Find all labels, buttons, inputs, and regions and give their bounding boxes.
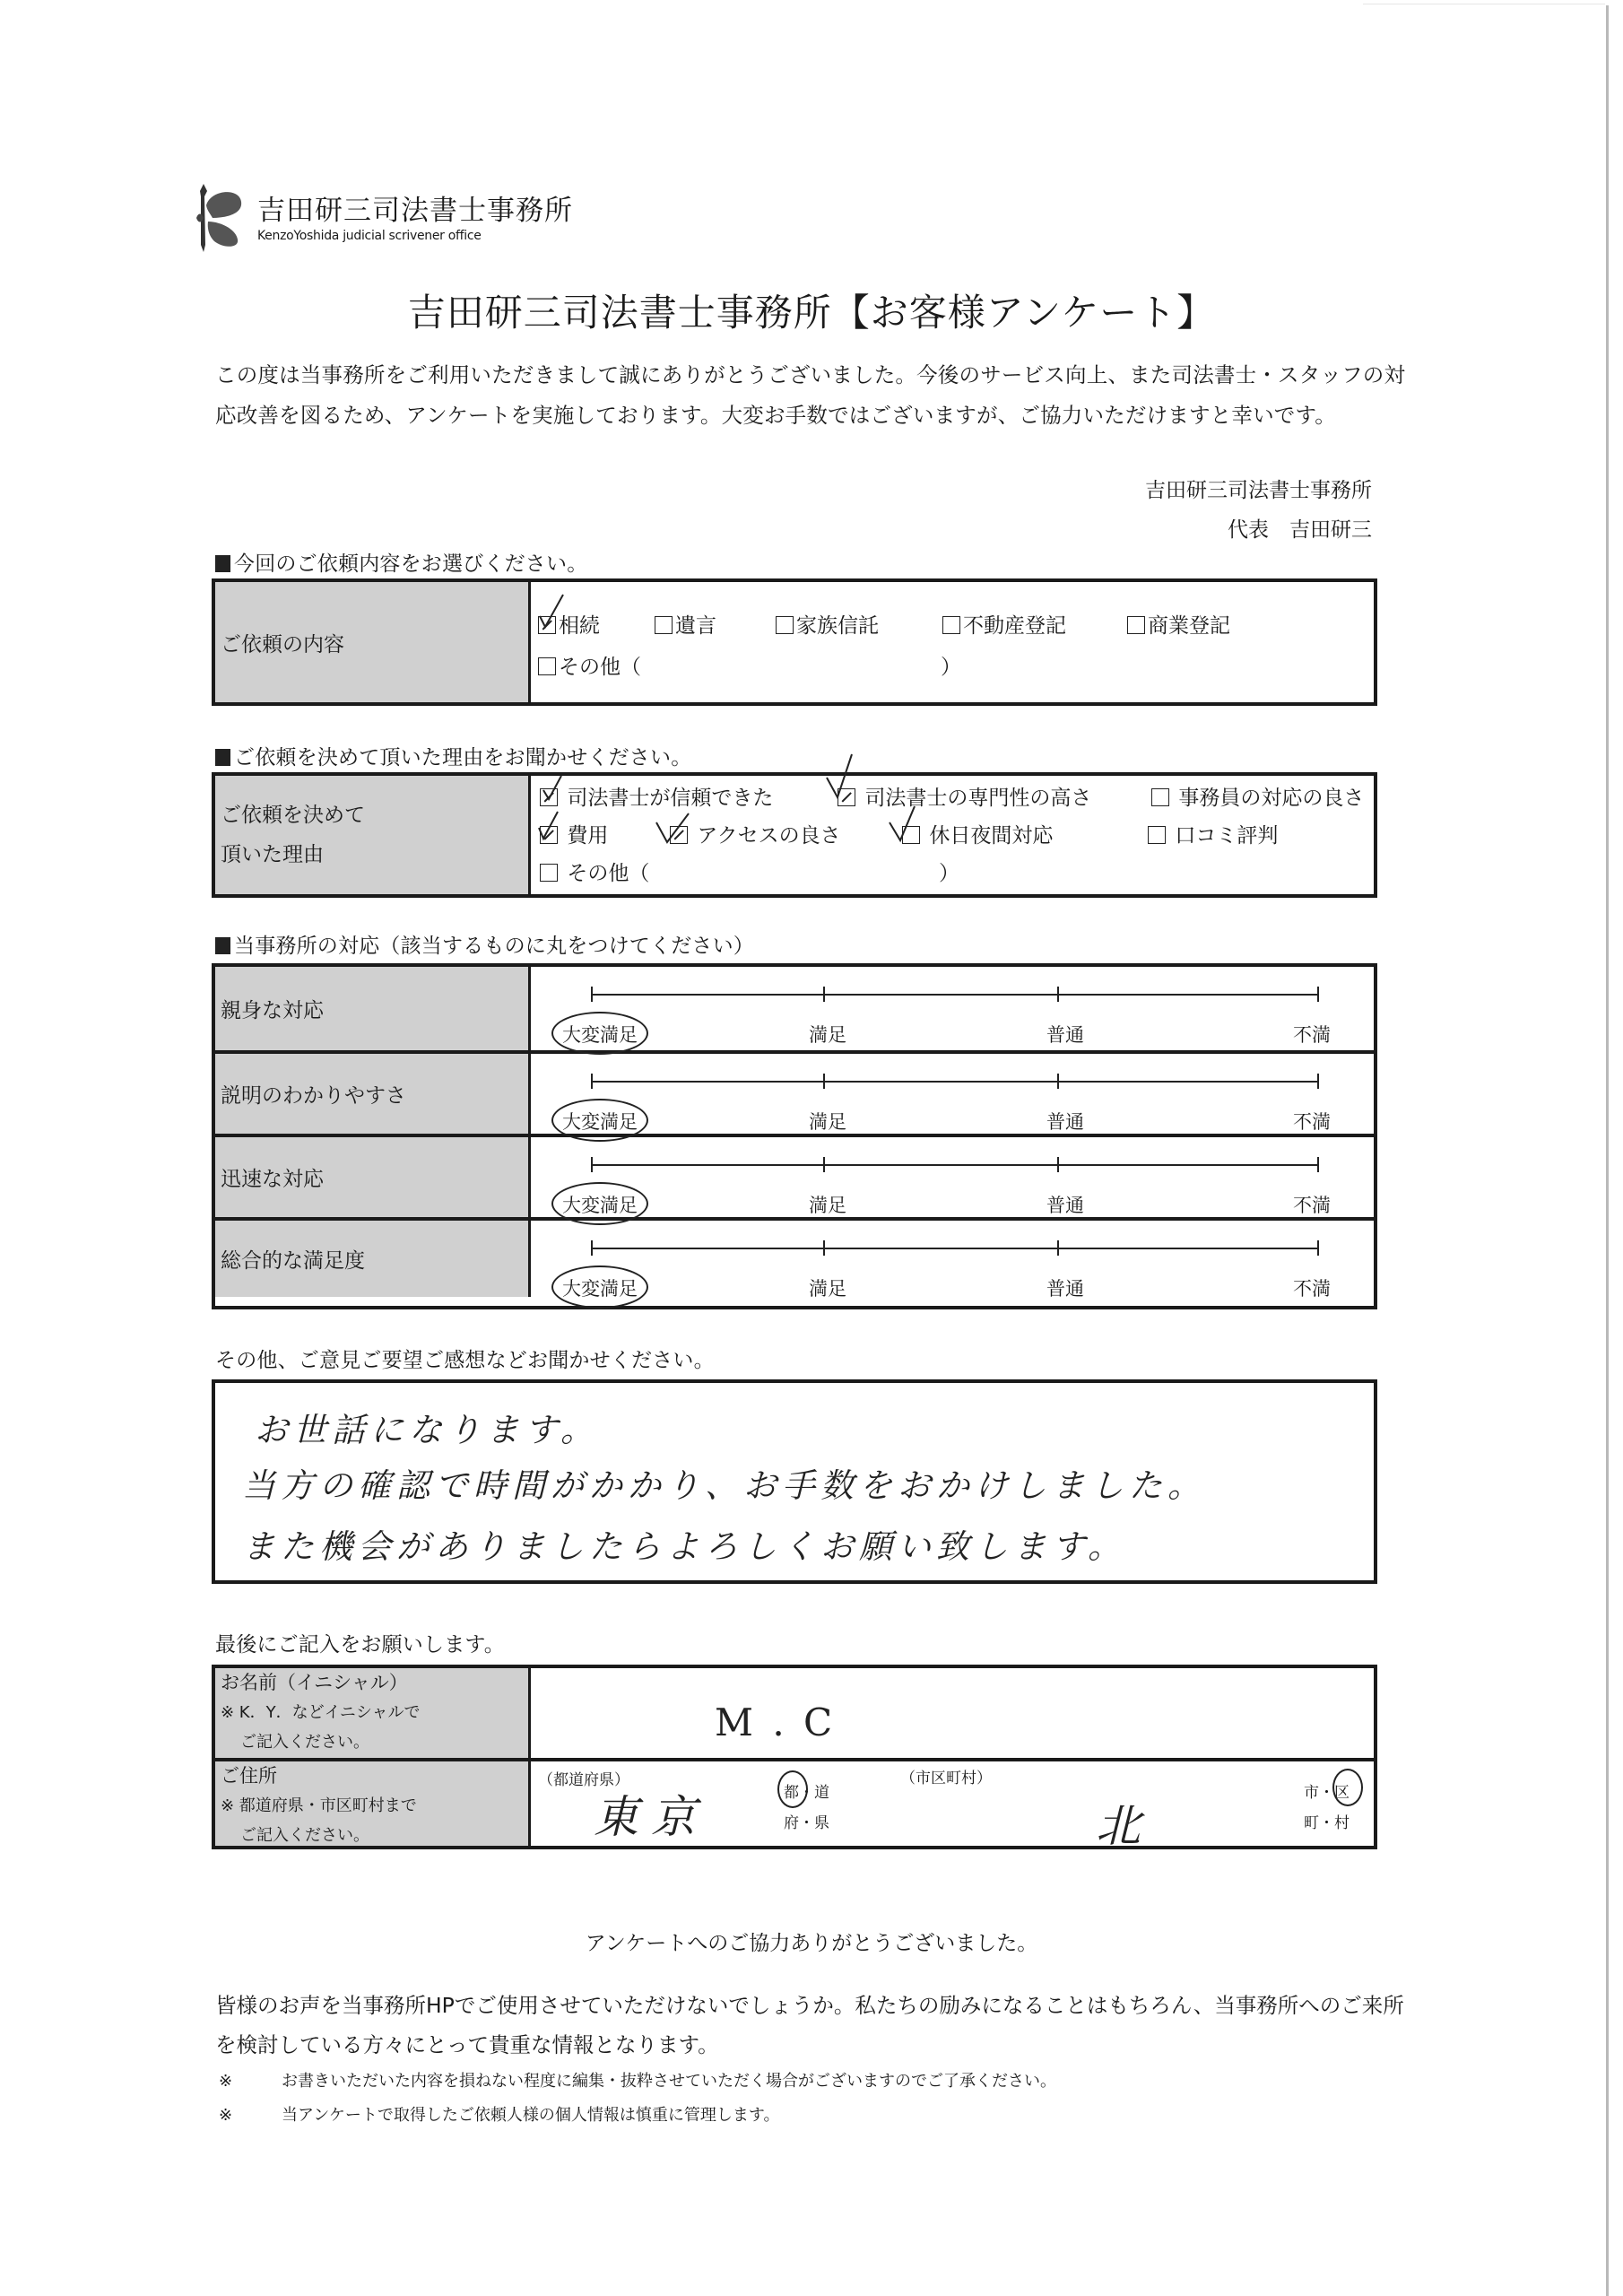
scale-option[interactable]: 満足 xyxy=(809,1195,846,1216)
option-commercial-registration[interactable] xyxy=(1127,609,1230,639)
name-note: ※ K．Y．などイニシャルで xyxy=(221,1703,421,1722)
scale-tick xyxy=(1317,987,1319,1002)
option-label: 家族信託 xyxy=(796,614,879,638)
name-label-cell xyxy=(215,1668,531,1758)
name-row xyxy=(215,1668,1374,1758)
option-label: 遺言 xyxy=(675,614,716,638)
option-label: 司法書士が信頼できた xyxy=(567,787,774,810)
option-access[interactable] xyxy=(670,819,841,848)
checkbox-icon[interactable] xyxy=(540,864,558,882)
checkbox-checked-icon[interactable] xyxy=(538,616,556,634)
rating-item-label: 迅速な対応 xyxy=(215,1137,531,1217)
scale-option[interactable]: 満足 xyxy=(809,1024,846,1046)
signature-office: 吉田研三司法書士事務所 xyxy=(1145,479,1372,502)
other-close-paren: ） xyxy=(939,862,959,885)
scale-tick xyxy=(823,1157,825,1172)
pref-suffix-option[interactable]: 府 xyxy=(784,1814,799,1832)
checkbox-checked-icon[interactable] xyxy=(540,826,558,844)
reason-label-line2: 頂いた理由 xyxy=(221,843,324,866)
option-label: 口コミ評判 xyxy=(1175,824,1279,848)
option-label: その他（ xyxy=(559,656,641,679)
other-close-paren: ） xyxy=(941,656,961,679)
checkbox-checked-icon[interactable] xyxy=(838,788,855,806)
thanks-message: アンケートへのご協力ありがとうございました。 xyxy=(585,1932,1038,1955)
section1-heading xyxy=(215,547,587,577)
address-label-cell xyxy=(215,1761,531,1846)
option-label: 商業登記 xyxy=(1148,614,1230,638)
city-suffix-option[interactable]: 村 xyxy=(1334,1814,1350,1832)
scale-option[interactable]: 不満 xyxy=(1293,1195,1331,1216)
scale-option[interactable]: 普通 xyxy=(1046,1111,1084,1133)
scale-tick xyxy=(591,1074,593,1089)
rating-item-label: 親身な対応 xyxy=(215,967,531,1050)
rating-scale xyxy=(531,967,1374,1050)
comment-box[interactable] xyxy=(212,1379,1377,1584)
logo-office-name: 吉田研三司法書士事務所 xyxy=(257,195,573,227)
section4-heading-text: その他、ご意見ご要望ご感想などお聞かせください。 xyxy=(215,1349,715,1372)
rating-row xyxy=(215,1217,1374,1300)
scale-tick xyxy=(1057,1157,1059,1172)
option-fee[interactable] xyxy=(540,819,608,848)
scale-tick xyxy=(1057,1074,1059,1089)
contact-table xyxy=(212,1665,1377,1852)
section2-heading-text: ご依頼を決めて頂いた理由をお聞かせください。 xyxy=(234,746,692,770)
comment-line: 当方の確認で時間がかかり、お手数をおかけしました。 xyxy=(242,1466,1206,1505)
checkbox-icon[interactable] xyxy=(655,616,673,634)
pref-suffix-option[interactable]: 道 xyxy=(814,1784,829,1802)
section1-heading-text: 今回のご依頼内容をお選びください。 xyxy=(234,552,588,576)
option-expertise[interactable] xyxy=(838,781,1091,811)
pref-suffix-option[interactable]: 都 xyxy=(784,1784,799,1802)
city-suffix: 市・区 町・村 xyxy=(1304,1784,1350,1832)
scale-option[interactable]: 不満 xyxy=(1293,1111,1331,1133)
scale-line xyxy=(591,1248,1317,1249)
section3-heading xyxy=(215,929,754,959)
scale-tick xyxy=(1317,1157,1319,1172)
reason-options xyxy=(531,776,1374,894)
scale-tick xyxy=(591,1240,593,1256)
address-row xyxy=(215,1758,1374,1852)
option-other[interactable] xyxy=(538,650,641,680)
scale-option[interactable]: 大変満足 xyxy=(562,1024,638,1046)
note-text: 当アンケートで取得したご依頼人様の個人情報は慎重に管理します。 xyxy=(282,2106,780,2125)
option-label: 休日夜間対応 xyxy=(929,824,1054,848)
scale-tick xyxy=(1317,1074,1319,1089)
rating-item-label: 説明のわかりやすさ xyxy=(215,1054,531,1134)
option-holiday-night[interactable] xyxy=(902,819,1053,848)
scale-tick xyxy=(823,1240,825,1256)
scale-tick xyxy=(591,1157,593,1172)
option-real-estate-registration[interactable] xyxy=(942,609,1066,639)
option-family-trust[interactable] xyxy=(776,609,879,639)
option-label: アクセスの良さ xyxy=(697,824,841,848)
name-value: M . C xyxy=(715,1700,837,1744)
option-trustworthy[interactable] xyxy=(540,781,773,811)
selection-circle xyxy=(551,1099,648,1142)
square-bullet-icon xyxy=(215,555,230,572)
reason-table xyxy=(212,772,1377,898)
scale-option[interactable]: 不満 xyxy=(1293,1278,1331,1300)
page-title: 吉田研三司法書士事務所【お客様アンケート】 xyxy=(407,291,1216,335)
prefecture-header: （都道府県） xyxy=(538,1771,629,1789)
request-type-label: ご依頼の内容 xyxy=(215,582,531,702)
checkbox-icon[interactable] xyxy=(1151,788,1169,806)
rating-row xyxy=(215,1050,1374,1134)
reason-label xyxy=(215,776,531,894)
scale-option[interactable]: 普通 xyxy=(1046,1278,1084,1300)
checkbox-icon[interactable] xyxy=(1127,616,1145,634)
name-field[interactable] xyxy=(531,1668,1374,1758)
comment-line: お世話になります。 xyxy=(255,1411,600,1449)
rating-table xyxy=(212,963,1377,1309)
option-label: 事務員の対応の良さ xyxy=(1178,787,1365,810)
pref-suffix-circle xyxy=(777,1770,808,1808)
section2-heading xyxy=(215,741,691,770)
city-suffix-option[interactable]: 区 xyxy=(1334,1784,1350,1802)
square-bullet-icon xyxy=(215,937,230,954)
scale-option[interactable]: 普通 xyxy=(1046,1024,1084,1046)
prefecture-value: 東京 xyxy=(594,1791,708,1843)
name-note: ご記入ください。 xyxy=(240,1733,369,1752)
option-other[interactable] xyxy=(540,857,649,886)
option-label: 費用 xyxy=(567,824,609,848)
rating-scale xyxy=(531,1221,1374,1300)
selection-circle xyxy=(551,1012,648,1055)
checkbox-icon[interactable] xyxy=(538,657,556,675)
office-logo xyxy=(193,182,573,254)
checkbox-icon[interactable] xyxy=(902,826,920,844)
scale-tick xyxy=(591,987,593,1002)
name-label: お名前（イニシャル） xyxy=(221,1672,408,1693)
scale-option[interactable]: 満足 xyxy=(809,1278,846,1300)
scale-tick xyxy=(1317,1240,1319,1256)
scale-option[interactable]: 大変満足 xyxy=(562,1111,638,1133)
selection-circle xyxy=(551,1265,648,1309)
scale-option[interactable]: 普通 xyxy=(1046,1195,1084,1216)
checkbox-checked-icon[interactable] xyxy=(540,788,558,806)
square-bullet-icon xyxy=(215,749,230,766)
option-label: 司法書士の専門性の高さ xyxy=(864,787,1092,810)
reason-label-line1: ご依頼を決めて xyxy=(221,804,365,827)
scale-option[interactable]: 大変満足 xyxy=(562,1195,638,1216)
rating-scale xyxy=(531,1137,1374,1217)
option-label: その他（ xyxy=(567,862,650,885)
checkbox-checked-icon[interactable] xyxy=(670,826,688,844)
checkbox-icon[interactable] xyxy=(1148,826,1166,844)
checkbox-icon[interactable] xyxy=(942,616,960,634)
scale-option[interactable]: 不満 xyxy=(1293,1024,1331,1046)
scale-tick xyxy=(823,1074,825,1089)
testimonial-request: 皆様のお声を当事務所HPでご使用させていただけないでしょうか。私たちの励みになることはもちろん、当事務所へのご来所を検討している方々にとって貴重な情報となります。 xyxy=(215,1993,1404,2057)
city-suffix-circle xyxy=(1332,1769,1363,1806)
section3-heading-text: 当事務所の対応（該当するものに丸をつけてください） xyxy=(234,935,754,958)
option-staff-response[interactable] xyxy=(1151,781,1364,811)
scale-line xyxy=(591,994,1317,996)
prefecture-suffix: 都・道 府・県 xyxy=(784,1784,829,1832)
city-suffix-option[interactable]: 町 xyxy=(1304,1814,1319,1832)
signature-representative: 代表 吉田研三 xyxy=(1228,518,1372,542)
note-mark: ※ xyxy=(219,2072,233,2091)
scale-tick xyxy=(1057,1240,1059,1256)
option-label: 相続 xyxy=(559,614,600,638)
address-field[interactable] xyxy=(531,1761,1374,1852)
option-reviews[interactable] xyxy=(1148,819,1278,848)
option-will[interactable] xyxy=(655,609,716,639)
checkbox-icon[interactable] xyxy=(776,616,794,634)
note xyxy=(219,2102,779,2126)
selection-circle xyxy=(551,1182,648,1225)
rating-item-label: 総合的な満足度 xyxy=(215,1221,531,1297)
request-type-row xyxy=(215,582,1374,702)
request-type-options xyxy=(531,582,1374,702)
rating-row xyxy=(215,1134,1374,1217)
section4-heading xyxy=(215,1344,715,1373)
address-note: ご記入ください。 xyxy=(240,1826,369,1845)
request-type-table xyxy=(212,578,1377,706)
note xyxy=(219,2068,1056,2092)
note-text: お書きいただいた内容を損ねない程度に編集・抜粋させていただく場合がございますのでご了承ください。 xyxy=(282,2072,1056,2091)
scale-tick xyxy=(1057,987,1059,1002)
section5-heading-text: 最後にご記入をお願いします。 xyxy=(215,1633,505,1657)
address-label: ご住所 xyxy=(221,1765,277,1787)
scale-line xyxy=(591,1164,1317,1166)
scale-option[interactable]: 大変満足 xyxy=(562,1278,638,1300)
section5-heading xyxy=(215,1628,505,1657)
intro-text: この度は当事務所をご利用いただきまして誠にありがとうございました。今後のサービス向上、また司法書士・スタッフの対応改善を図るため、アンケートを実施しております。大変お手数ではございますが、ご協力いただけますと幸いです。 xyxy=(215,362,1406,428)
scale-tick xyxy=(823,987,825,1002)
city-suffix-option[interactable]: 市 xyxy=(1304,1784,1319,1802)
rating-row xyxy=(215,967,1374,1050)
logo-english-name: KenzoYoshida judicial scrivener office xyxy=(257,229,482,243)
pref-suffix-option[interactable]: 県 xyxy=(814,1814,829,1832)
scale-option[interactable]: 満足 xyxy=(809,1111,846,1133)
scale-line xyxy=(591,1081,1317,1083)
address-note: ※ 都道府県・市区町村まで xyxy=(221,1796,417,1815)
city-value: 北 xyxy=(1096,1800,1146,1852)
comment-line: また機会がありましたらよろしくお願い致します。 xyxy=(242,1527,1127,1566)
city-header: （市区町村） xyxy=(900,1770,992,1787)
rating-scale xyxy=(531,1054,1374,1134)
butterfly-k-logo-icon xyxy=(193,182,245,254)
note-mark: ※ xyxy=(219,2106,233,2125)
option-inheritance[interactable] xyxy=(538,609,600,639)
reason-row xyxy=(215,776,1374,894)
option-label: 不動産登記 xyxy=(963,614,1066,638)
